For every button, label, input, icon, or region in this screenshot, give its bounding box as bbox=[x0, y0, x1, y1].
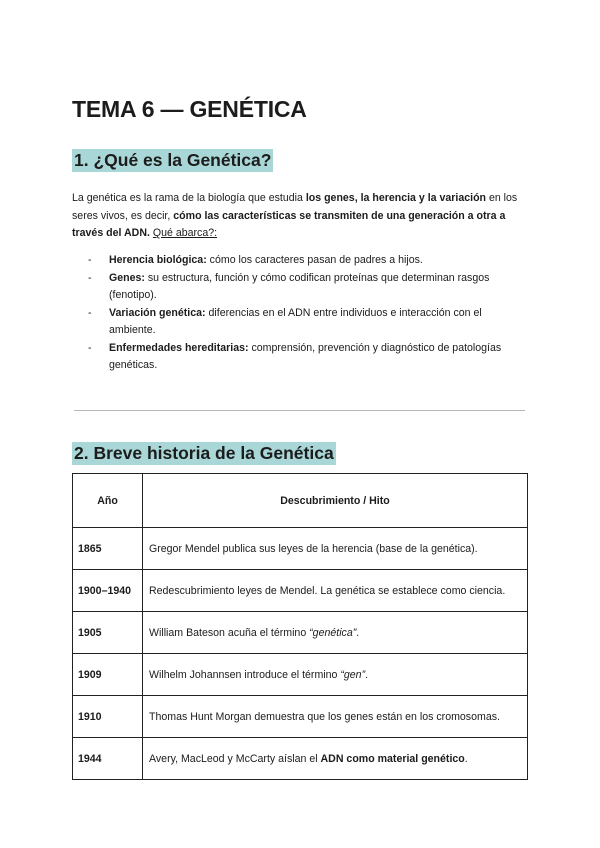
section-1-heading bbox=[72, 150, 273, 171]
history-table bbox=[72, 473, 528, 780]
section-1-heading-text: 1. ¿Qué es la Genética? bbox=[74, 150, 272, 170]
year-cell: 1909 bbox=[73, 654, 143, 696]
document-title: TEMA 6 — GENÉTICA bbox=[72, 96, 307, 122]
list-item-text: comprensión, prevención y diagnóstico de patologías genéticas. bbox=[109, 341, 502, 371]
milestone-text-end: . bbox=[356, 626, 360, 639]
section-1-intro bbox=[72, 190, 527, 243]
list-item bbox=[88, 252, 528, 270]
list-item-term: Herencia biológica: bbox=[109, 254, 207, 266]
intro-text-2: en los seres vivos, es decir, bbox=[72, 192, 518, 222]
year-cell: 1905 bbox=[73, 612, 143, 654]
list-item-text: su estructura, función y cómo codifican proteínas que determinan rasgos (fenotipo). bbox=[109, 271, 490, 301]
dash-bullet: - bbox=[88, 341, 92, 354]
section-divider bbox=[74, 410, 525, 411]
section-2-heading bbox=[72, 443, 336, 464]
year-cell: 1865 bbox=[73, 528, 143, 570]
list-item-text: cómo los caracteres pasan de padres a hijos. bbox=[206, 254, 423, 266]
milestone-text-end: . bbox=[464, 752, 468, 765]
year-cell: 1900–1940 bbox=[73, 570, 143, 612]
intro-bold-2: cómo las características se transmiten de una generación a otra a través del ADN. bbox=[72, 209, 506, 239]
milestone-cell bbox=[143, 612, 528, 654]
year-cell: 1944 bbox=[73, 738, 143, 780]
section-2-heading-text: 2. Breve historia de la Genética bbox=[74, 443, 334, 463]
column-header-year: Año bbox=[73, 474, 143, 528]
list-item bbox=[88, 340, 528, 375]
table-row bbox=[73, 696, 528, 738]
milestone-text-end: . bbox=[365, 668, 369, 681]
milestone-cell: Gregor Mendel publica sus leyes de la herencia (base de la genética). bbox=[143, 528, 528, 570]
milestone-text: Wilhelm Johannsen introduce el término bbox=[149, 668, 341, 681]
milestone-strong: ADN como material genético bbox=[320, 752, 465, 765]
milestone-cell: Redescubrimiento leyes de Mendel. La genética se establece como ciencia. bbox=[143, 570, 528, 612]
dash-bullet: - bbox=[88, 254, 92, 266]
dash-bullet: - bbox=[88, 306, 92, 319]
dash-bullet: - bbox=[88, 271, 92, 284]
table-row bbox=[73, 738, 528, 780]
table-row bbox=[73, 612, 528, 654]
table-header-row bbox=[73, 474, 528, 528]
list-item-text: diferencias en el ADN entre individuos e interacción con el ambiente. bbox=[109, 306, 482, 336]
intro-bold-1: los genes, la herencia y la variación bbox=[305, 192, 487, 204]
table-row bbox=[73, 570, 528, 612]
list-item bbox=[88, 305, 528, 340]
milestone-cell bbox=[143, 654, 528, 696]
year-cell: 1910 bbox=[73, 696, 143, 738]
list-item-term: Genes: bbox=[109, 271, 145, 284]
table-row bbox=[73, 528, 528, 570]
que-abarca-link[interactable]: Qué abarca?: bbox=[152, 227, 218, 239]
milestone-text: Avery, MacLeod y McCarty aíslan el bbox=[149, 752, 321, 765]
milestone-term: “genética” bbox=[309, 626, 357, 639]
milestone-text: William Bateson acuña el término bbox=[149, 626, 310, 639]
column-header-milestone: Descubrimiento / Hito bbox=[143, 474, 528, 528]
milestone-term: “gen” bbox=[340, 668, 366, 681]
milestone-cell: Thomas Hunt Morgan demuestra que los genes están en los cromosomas. bbox=[143, 696, 528, 738]
list-item-term: Enfermedades hereditarias: bbox=[109, 341, 249, 354]
table-row bbox=[73, 654, 528, 696]
scope-list bbox=[88, 252, 528, 375]
intro-text-1: La genética es la rama de la biología que estudia bbox=[72, 192, 306, 204]
milestone-cell bbox=[143, 738, 528, 780]
list-item bbox=[88, 270, 528, 305]
list-item-term: Variación genética: bbox=[109, 306, 206, 319]
